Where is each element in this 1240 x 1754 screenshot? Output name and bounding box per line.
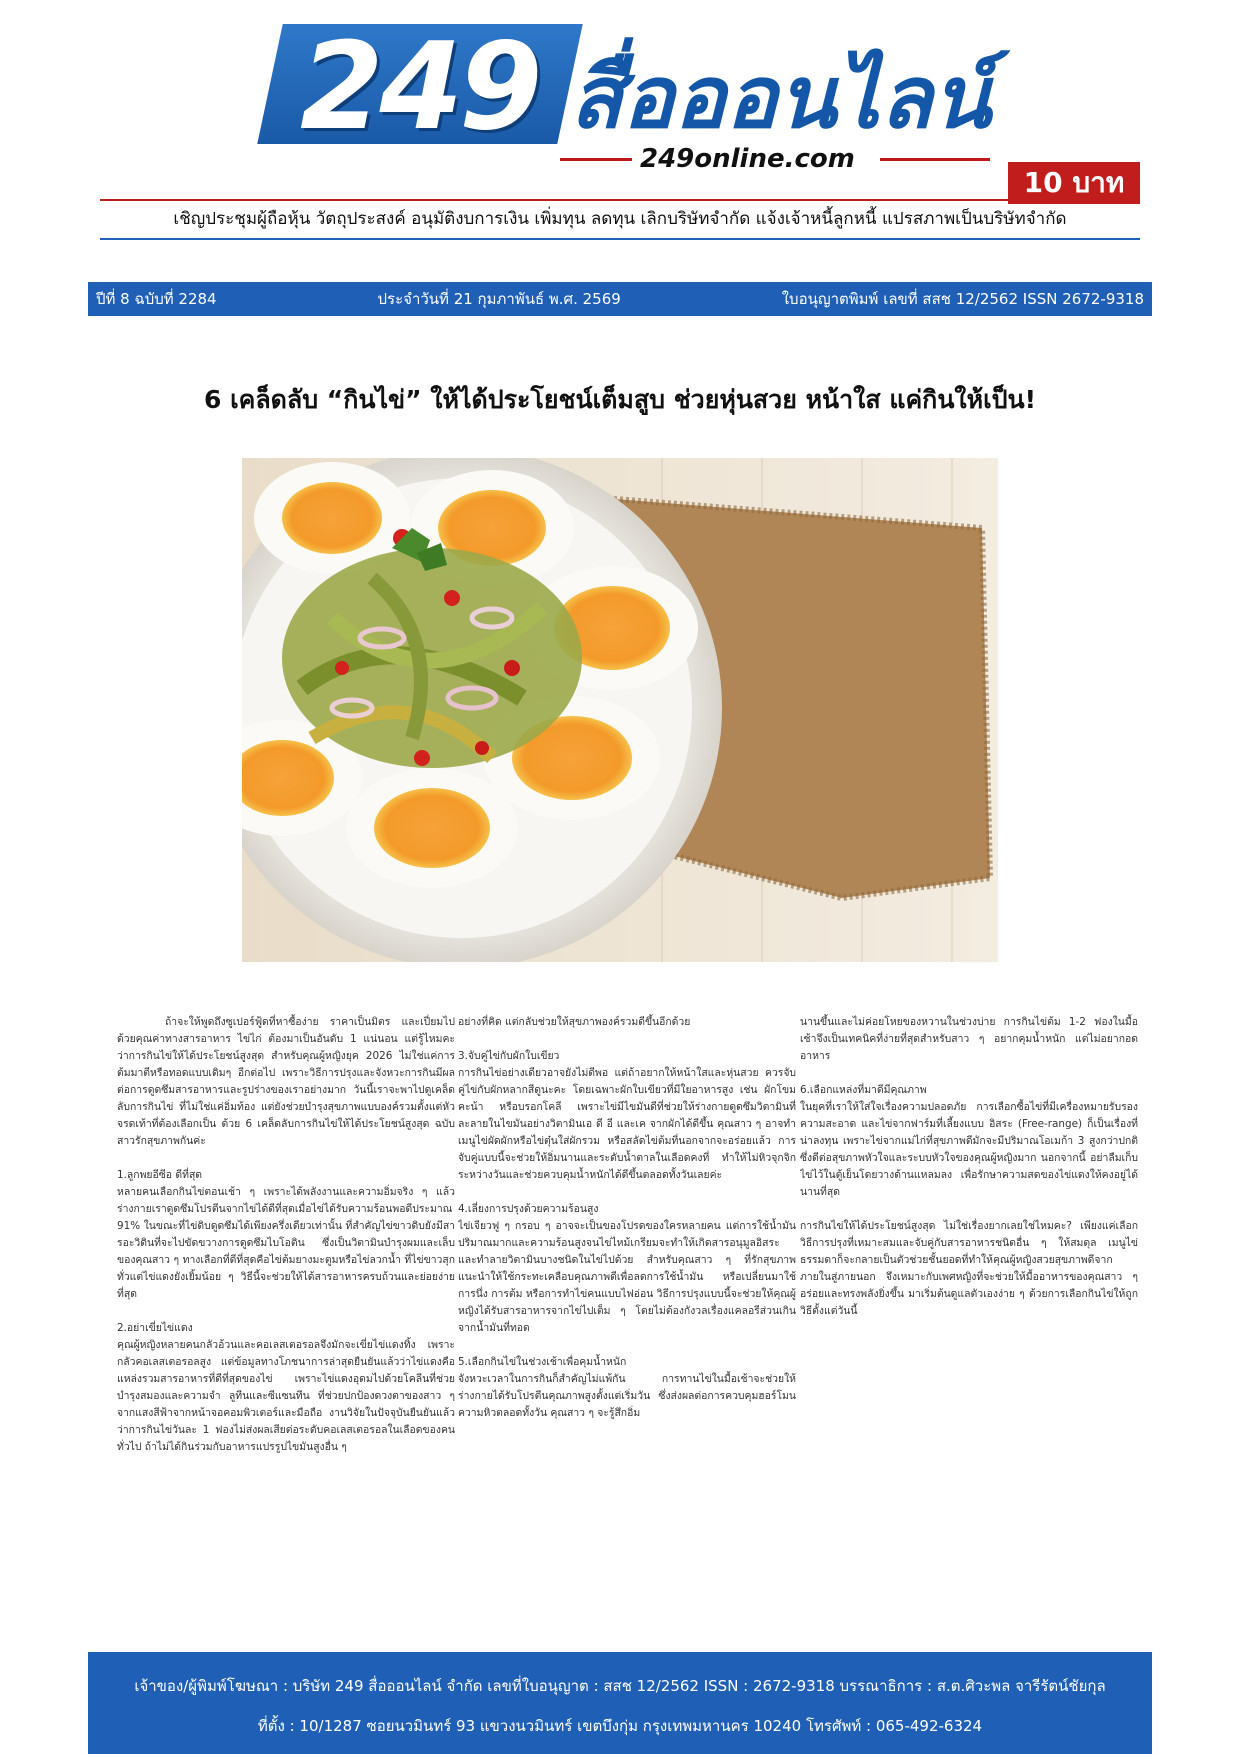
section-heading-6: 6.เลือกแหล่งที่มาดีมีคุณภาพ (800, 1084, 927, 1096)
section-body-2-cont: อย่างที่คิด แต่กลับช่วยให้สุขภาพองค์รวมดีขึ้นอีกด้วย (458, 1016, 691, 1028)
section-heading-3: 3.จับคู่ไข่กับผักใบเขียว (458, 1050, 560, 1062)
red-divider (100, 199, 1140, 201)
section-body-5: จังหวะเวลาในการกินก็สำคัญไม่แพ้กัน การทานไข่ในมื้อเช้าจะช่วยให้ร่างกายได้รับโปรตีนคุณภาพสูงตั้งแต่เริ่มวัน ซึ่งส่งผลต่อการควบคุมฮอร์โมนความหิวตลอดทั้งวัน คุณสาว ๆ จะรู้สึกอิ่ม (458, 1373, 796, 1419)
article-headline: 6 เคล็ดลับ “กินไข่” ให้ได้ประโยชน์เต็มสูบ ช่วยหุ่นสวย หน้าใส แค่กินให้เป็น! (203, 385, 1037, 414)
services-tagline: เชิญประชุมผู้ถือหุ้น วัตถุประสงค์ อนุมัติงบการเงิน เพิ่มทุน ลดทุน เลิกบริษัทจำกัด แจ้งเจ้าหนี้ลูกหนี้ แปรสภาพเป็นบริษัทจำกัด (173, 209, 1067, 229)
issue-date: ประจำวันที่ 21 กุมภาพันธ์ พ.ศ. 2569 (377, 290, 621, 308)
logo-number: 249 (300, 18, 539, 157)
section-body-2: คุณผู้หญิงหลายคนกลัวอ้วนและคอเลสเตอรอลจึงมักจะเขี่ยไข่แดงทิ้ง เพราะกลัวคอเลสเตอรอลสูง แต่ข้อมูลทางโภชนาการล่าสุดยืนยันแล้วว่าไข่แดงคือแหล่งรวมสารอาหารที่ดีที่สุดของไข่ เพราะไข่แดงอุดมไปด้วยโคลีนที่ช่วยบำรุงสมองและความจำ ลูทีนและซีแซนทีน ที่ช่วยปกป้องดวงตาของสาว ๆ จากแสงสีฟ้าจากหน้าจอคอมพิวเตอร์และมือถือ งานวิจัยในปัจจุบันยืนยันแล้วว่าการกินไข่วันละ 1 ฟองไม่ส่งผลเสียต่อระดับคอเลสเตอรอลในเลือดของคนทั่วไป ถ้าไม่ได้กินร่วมกับอาหารแปรรูปไขมันสูงอื่น ๆ (117, 1339, 455, 1453)
logo-url: 249online.com (640, 144, 855, 174)
section-heading-4: 4.เลี่ยงการปรุงด้วยความร้อนสูง (458, 1203, 599, 1215)
logo-thai-wordmark: สื่อออนไลน์ (570, 48, 991, 148)
article-column-1 (117, 1014, 455, 1562)
footer-address-line: ที่ตั้ง : 10/1287 ซอยนวมินทร์ 93 แขวงนวมินทร์ เขตบึงกุ่ม กรุงเทพมหานคร 10240 โทรศัพท์ : 065-492-6324 (257, 1717, 983, 1735)
section-heading-5: 5.เลือกกินไข่ในช่วงเช้าเพื่อคุมน้ำหนัก (458, 1356, 627, 1368)
issue-info-bar (88, 282, 1152, 316)
section-heading-1: 1.ลูกพยอีซีอ ดีที่สุด (117, 1169, 203, 1181)
article-intro: ถ้าจะให้พูดถึงซูเปอร์ฟู้ดที่หาซื้อง่าย ราคาเป็นมิตร และเปี่ยมไปด้วยคุณค่าทางสารอาหาร ไข่ไก่ ต้องมาเป็นอันดับ 1 แน่นอน แต่รู้ไหมคะว่าการกินไข่ให้ได้ประโยชน์สูงสุด สำหรับคุณผู้หญิงยุค 2026 ไม่ใช่แค่การต้มมาตีหรือทอดแบบเดิมๆ อีกต่อไป เพราะวิธีการปรุงและจังหวะการกินมีผลต่อการดูดซึมสารอาหารและรูปร่างของเราอย่างมาก วันนี้เราจะพาไปดูเคล็ดลับการกินไข่ ที่ไม่ใช่แค่อิ่มท้อง แต่ยังช่วยบำรุงสุขภาพแบบองค์รวมตั้งแต่หัวจรดเท้าที่ต้องเลือกเป็น ด้วย 6 เคล็ดลับการกินไข่ให้ได้ประโยชน์สูงสุด ฉบับสาวรักสุขภาพกันค่ะ (117, 1016, 455, 1147)
masthead-logo (270, 18, 991, 184)
section-body-5-cont: นานขึ้นและไม่ค่อยโหยของหวานในช่วงบ่าย การกินไข่ต้ม 1-2 ฟองในมื้อเช้าจึงเป็นเทคนิคที่ง่ายที่สุดสำหรับสาว ๆ อยากคุมน้ำหนัก แต่ไม่อยากอดอาหาร (800, 1016, 1138, 1062)
section-body-6: ในยุคที่เราให้ใส่ใจเรื่องความปลอดภัย การเลือกซื้อไข่ที่มีเครื่องหมายรับรองความสะอาด และไข่จากฟาร์มที่เลี้ยงแบบ อิสระ (Free-range) ก็เป็นเรื่องที่น่าลงทุน เพราะไข่จากแม่ไก่ที่สุขภาพดีมักจะมีปริมาณโอเมก้า 3 สูงกว่าปกติ ซึ่งดีต่อสุขภาพหัวใจและระบบหัวใจของคุณผู้หญิงมาก นอกจากนี้ อย่าลืมเก็บไข่ไว้ในตู้เย็นโดยวางด้านแหลมลง เพื่อรักษาความสดของไข่แดงให้คงอยู่ได้นานที่สุด (800, 1101, 1138, 1198)
article-column-3 (800, 1014, 1138, 1374)
logo-divider-left (560, 158, 632, 161)
section-heading-2: 2.อย่าเขี่ยไข่แดง (117, 1322, 193, 1334)
article-column-2 (458, 1014, 796, 1562)
section-body-3: การกินไข่อย่างเดียวอาจยังไม่ดีพอ แต่ถ้าอยากให้หน้าใสและหุ่นสวย ควรจับคู่ไข่กับผักหลากสีดูนะคะ โดยเฉพาะผักใบเขียวที่มีใยอาหารสูง เช่น ผักโขม คะน้า หรือบรอกโคลี เพราะไข่มีไขมันดีที่ช่วยให้ร่างกายดูดซึมวิตามินที่ละลายในไขมันอย่างวิตามินเอ ดี อี และเค จากผักได้ดีขึ้น คุณสาว ๆ อาจทำเมนูไข่ผัดผักหรือไข่ตุ๋นใส่ผักรวม หรือสลัดไข่ต้มที่นอกจากจะอร่อยแล้ว การจับคู่แบบนี้จะช่วยให้อิ่มนานและระดับน้ำตาลในเลือดคงที่ ทำให้ไม่หิวจุกจิกระหว่างวันและช่วยควบคุมน้ำหนักได้ดีขึ้นตลอดทั้งวันเลยค่ะ (458, 1067, 796, 1181)
logo-divider-right (880, 158, 990, 161)
price-badge: 10 บาท (1008, 162, 1140, 204)
blue-divider (100, 238, 1140, 240)
section-body-4: ไข่เจียวฟู ๆ กรอบ ๆ อาจจะเป็นของโปรดของใครหลายคน แต่การใช้น้ำมันปริมาณมากและความร้อนสูงจนไข่ไหม้เกรียมจะทำให้เกิดสารอนุมูลอิสระและทำลายวิตามินบางชนิดในไข่ไปด้วย สำหรับคุณสาว ๆ ที่รักสุขภาพ แนะนำให้ใช้กระทะเคลือบคุณภาพดีเพื่อลดการใช้น้ำมัน หรือเปลี่ยนมาใช้การนึ่ง การต้ม หรือการทำไข่คนแบบไฟอ่อน วิธีการปรุงแบบนี้จะช่วยให้คุณผู้หญิงได้รับสารอาหารจากไข่ไปเต็ม ๆ โดยไม่ต้องกังวลเรื่องแคลอรีส่วนเกินจากน้ำมันที่ทอด (458, 1220, 796, 1334)
print-license: ใบอนุญาตพิมพ์ เลขที่ สสช 12/2562 ISSN 2672-9318 (781, 290, 1144, 308)
footer-publisher-line: เจ้าของ/ผู้พิมพ์โฆษณา : บริษัท 249 สื่อออนไลน์ จำกัด เลขที่ใบอนุญาต : สสช 12/2562 ISSN : 2672-9318 บรรณาธิการ : ส.ต.ศิวะพล จารีรัตน์ชัยกุล (134, 1677, 1106, 1695)
issue-number: ปีที่ 8 ฉบับที่ 2284 (96, 290, 217, 308)
publisher-footer (88, 1652, 1152, 1754)
boiled-eggs-salad-photo (242, 458, 998, 962)
section-body-1: หลายคนเลือกกินไข่ตอนเช้า ๆ เพราะได้พลังงานและความอิ่มจริง ๆ แล้วร่างกายเราดูดซึมโปรตีนจากไข่ได้ดีที่สุดเมื่อไข่ได้รับความร้อนพอดีประมาณ 91% ในขณะที่ไข่ดิบดูดซึมได้เพียงครึ่งเดียวเท่านั้น ที่สำคัญไข่ขาวดิบยังมีสารอะวิดินที่จะไปขัดขวางการดูดซึมไบโอติน ซึ่งเป็นวิตามินบำรุงผมและเล็บของคุณสาว ๆ ทางเลือกที่ดีที่สุดคือไข่ต้มยางมะตูมหรือไข่ลวกน้ำ ที่ไข่ขาวสุกทั่วแต่ไข่แดงยังเยิ้มน้อย ๆ วิธีนี้จะช่วยให้ได้สารอาหารครบถ้วนและย่อยง่ายที่สุด (117, 1186, 455, 1300)
article-conclusion: การกินไข่ให้ได้ประโยชน์สูงสุด ไม่ใช่เรื่องยากเลยใช่ไหมคะ? เพียงแค่เลือกวิธีการปรุงที่เหมาะสมและจับคู่กับสารอาหารชนิดอื่น ๆ ให้สมดุล เมนูไข่ธรรมดาก็จะกลายเป็นตัวช่วยชั้นยอดที่ทำให้คุณผู้หญิงสวยสุขภาพดีจากภายในสู่ภายนอก จึงเหมาะกับเพศหญิงที่จะช่วยให้มื้ออาหารของคุณสาว ๆ อร่อยและทรงพลังยิ่งขึ้น มาเริ่มต้นดูแลตัวเองง่าย ๆ ด้วยการเลือกกินไข่ให้ถูกวิธีตั้งแต่วันนี้ (800, 1220, 1138, 1317)
